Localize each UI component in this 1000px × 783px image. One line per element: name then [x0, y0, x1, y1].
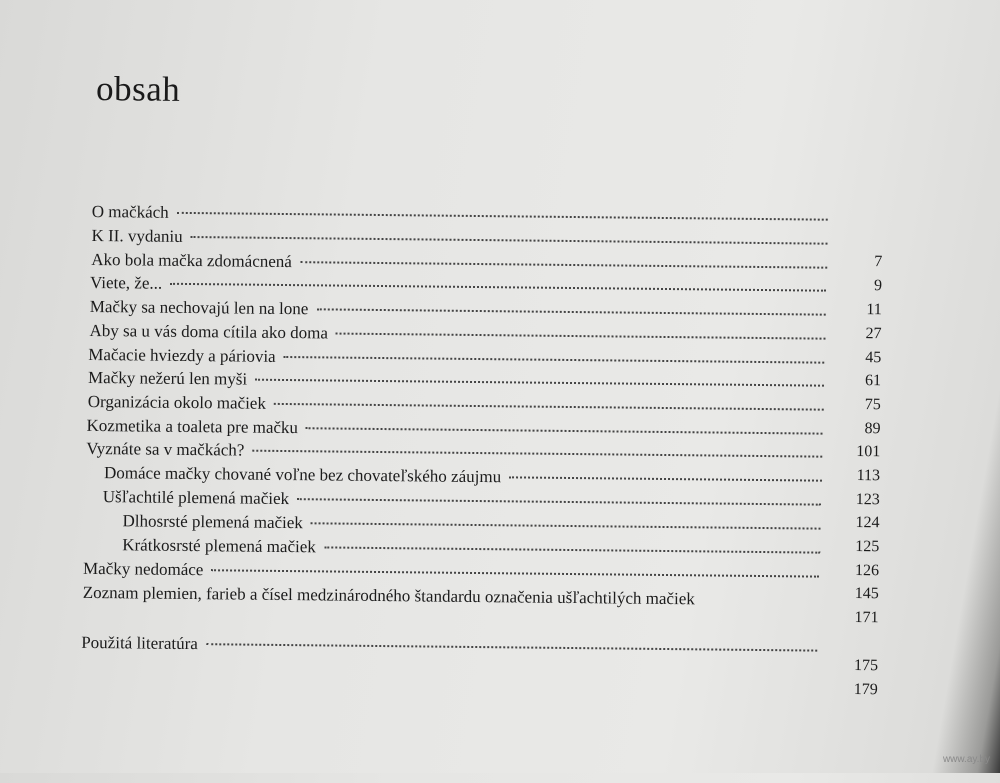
- dot-leader: [252, 450, 822, 458]
- dot-leader: [300, 261, 827, 269]
- page-title: obsah: [95, 69, 181, 109]
- page-number: 45: [865, 349, 882, 367]
- toc-entry-label: Kozmetika a toaleta pre mačku: [86, 415, 299, 438]
- toc-entry-label: Vyznáte sa v mačkách?: [86, 438, 245, 460]
- page-number: 27: [865, 325, 882, 343]
- toc-entry-label: Organizácia okolo mačiek: [87, 391, 267, 413]
- page-number: 125: [855, 537, 880, 556]
- toc-entry-label: Aby sa u vás doma cítila ako doma: [89, 320, 329, 343]
- page-number: 171: [854, 608, 879, 627]
- page-number: 101: [856, 442, 881, 461]
- page-number: 11: [866, 301, 882, 319]
- dot-leader: [311, 522, 821, 529]
- toc-entry-label: Krátkosrsté plemená mačiek: [122, 535, 316, 557]
- dot-leader: [191, 236, 828, 245]
- page-number: 123: [855, 490, 880, 509]
- dot-leader: [255, 379, 824, 387]
- toc-entry-label: K II. vydaniu: [91, 225, 183, 246]
- dot-leader: [306, 427, 823, 434]
- page-number: 9: [873, 277, 883, 295]
- page-number: 75: [864, 396, 881, 414]
- watermark: www.ay.by: [942, 754, 990, 765]
- dot-leader: [336, 333, 826, 340]
- toc-entry-label: O mačkách: [91, 201, 169, 222]
- dot-leader: [170, 283, 826, 292]
- toc-entry: [81, 631, 821, 663]
- dot-leader: [297, 498, 821, 505]
- page-number: 89: [864, 420, 881, 438]
- dot-leader: [211, 569, 819, 577]
- toc-entry-label: Domáce mačky chované voľne bez chovateľského záujmu: [103, 463, 502, 487]
- dot-leader: [284, 356, 825, 364]
- toc-entry-label: Ušľachtilé plemená mačiek: [102, 487, 290, 509]
- toc-entry-label: Zoznam plemien, farieb a čísel medzinárodného štandardu označenia ušľachtilých mačiek: [82, 582, 695, 609]
- toc-entry-label: Dlhosrsté plemená mačiek: [122, 511, 303, 533]
- page-number: 61: [864, 372, 882, 390]
- toc-entry-label: Ako bola mačka zdomácnená: [91, 249, 292, 272]
- dot-leader: [316, 308, 825, 315]
- dot-leader: [177, 212, 828, 221]
- toc-entry-label: Mačky sa nechovajú len na lone: [89, 296, 309, 319]
- page-number: 124: [855, 513, 880, 532]
- dot-leader: [206, 643, 817, 651]
- page-number: 7: [874, 253, 883, 271]
- toc-entry-label: Mačacie hviezdy a páriovia: [88, 344, 276, 366]
- page-number: 145: [854, 584, 879, 603]
- toc-entry-label: Viete, že...: [89, 272, 163, 293]
- page-number: 113: [856, 466, 881, 485]
- dot-leader: [324, 546, 820, 553]
- dot-leader: [274, 403, 824, 411]
- page-number: 175: [853, 656, 879, 675]
- page-number: 179: [853, 680, 878, 699]
- toc-entry-label: Mačky nedomáce: [82, 558, 204, 580]
- toc-entry-label: Použitá literatúra: [81, 632, 198, 654]
- toc-entry-label: Mačky nežerú len myši: [87, 367, 248, 389]
- page-number: 126: [854, 561, 880, 580]
- dot-leader: [509, 476, 822, 481]
